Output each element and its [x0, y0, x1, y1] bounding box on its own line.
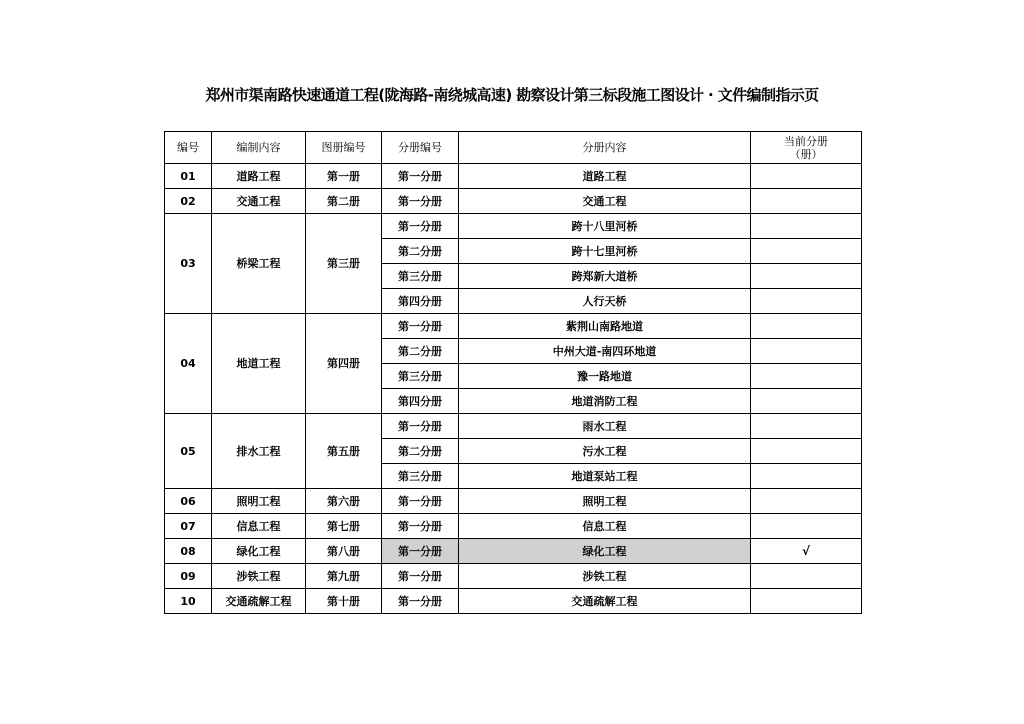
row-current-mark: √ — [751, 539, 862, 564]
page-title: 郑州市渠南路快速通道工程(陇海路-南绕城高速) 勘察设计第三标段施工图设计 · 文件编制指示页 — [205, 86, 819, 104]
row-subcontent: 绿化工程 — [459, 539, 751, 564]
table-row — [165, 514, 862, 539]
row-subvolume: 第二分册 — [382, 239, 459, 264]
row-subvolume: 第四分册 — [382, 289, 459, 314]
document-index-table — [164, 131, 862, 614]
header-volume-number: 图册编号 — [306, 132, 382, 164]
row-content: 排水工程 — [212, 414, 306, 489]
row-number: 10 — [165, 589, 212, 614]
row-content: 绿化工程 — [212, 539, 306, 564]
header-content: 编制内容 — [212, 132, 306, 164]
row-current-mark — [751, 364, 862, 389]
row-subvolume: 第一分册 — [382, 214, 459, 239]
table-body — [165, 164, 862, 614]
row-subcontent: 雨水工程 — [459, 414, 751, 439]
row-subvolume: 第一分册 — [382, 514, 459, 539]
row-content: 信息工程 — [212, 514, 306, 539]
header-subvolume-number: 分册编号 — [382, 132, 459, 164]
row-subvolume: 第一分册 — [382, 164, 459, 189]
header-current-subvolume — [751, 132, 862, 164]
row-content: 道路工程 — [212, 164, 306, 189]
row-subvolume: 第一分册 — [382, 314, 459, 339]
row-subcontent: 交通疏解工程 — [459, 589, 751, 614]
row-current-mark — [751, 564, 862, 589]
row-volume: 第四册 — [306, 314, 382, 414]
row-number: 02 — [165, 189, 212, 214]
header-subvolume-content: 分册内容 — [459, 132, 751, 164]
row-current-mark — [751, 239, 862, 264]
row-number: 03 — [165, 214, 212, 314]
table-row — [165, 414, 862, 439]
table-row — [165, 314, 862, 339]
header-current-label: 当前分册 — [784, 134, 828, 148]
row-volume: 第九册 — [306, 564, 382, 589]
row-current-mark — [751, 414, 862, 439]
row-current-mark — [751, 464, 862, 489]
header-current-sublabel: （册） — [789, 147, 823, 161]
row-subcontent: 豫一路地道 — [459, 364, 751, 389]
row-subvolume: 第一分册 — [382, 539, 459, 564]
row-content: 照明工程 — [212, 489, 306, 514]
table-row — [165, 189, 862, 214]
row-content: 桥梁工程 — [212, 214, 306, 314]
row-number: 05 — [165, 414, 212, 489]
row-volume: 第一册 — [306, 164, 382, 189]
row-subcontent: 道路工程 — [459, 164, 751, 189]
row-subcontent: 地道泵站工程 — [459, 464, 751, 489]
row-current-mark — [751, 189, 862, 214]
row-current-mark — [751, 439, 862, 464]
row-volume: 第六册 — [306, 489, 382, 514]
row-subcontent: 跨十八里河桥 — [459, 214, 751, 239]
row-number: 08 — [165, 539, 212, 564]
row-volume: 第五册 — [306, 414, 382, 489]
row-subcontent: 中州大道-南四环地道 — [459, 339, 751, 364]
row-content: 交通工程 — [212, 189, 306, 214]
row-current-mark — [751, 164, 862, 189]
row-number: 07 — [165, 514, 212, 539]
row-current-mark — [751, 389, 862, 414]
row-volume: 第八册 — [306, 539, 382, 564]
row-number: 01 — [165, 164, 212, 189]
row-current-mark — [751, 514, 862, 539]
row-current-mark — [751, 314, 862, 339]
table-row — [165, 489, 862, 514]
row-current-mark — [751, 289, 862, 314]
row-volume: 第三册 — [306, 214, 382, 314]
row-subcontent: 信息工程 — [459, 514, 751, 539]
table-row — [165, 539, 862, 564]
row-current-mark — [751, 264, 862, 289]
row-volume: 第十册 — [306, 589, 382, 614]
table-row — [165, 164, 862, 189]
row-subvolume: 第三分册 — [382, 464, 459, 489]
row-subvolume: 第二分册 — [382, 439, 459, 464]
row-subcontent: 跨十七里河桥 — [459, 239, 751, 264]
row-subcontent: 涉铁工程 — [459, 564, 751, 589]
row-subcontent: 跨郑新大道桥 — [459, 264, 751, 289]
row-subcontent: 污水工程 — [459, 439, 751, 464]
row-number: 04 — [165, 314, 212, 414]
table-row — [165, 589, 862, 614]
row-content: 交通疏解工程 — [212, 589, 306, 614]
row-subvolume: 第一分册 — [382, 189, 459, 214]
row-subcontent: 照明工程 — [459, 489, 751, 514]
row-current-mark — [751, 339, 862, 364]
row-subcontent: 人行天桥 — [459, 289, 751, 314]
row-subvolume: 第四分册 — [382, 389, 459, 414]
row-volume: 第七册 — [306, 514, 382, 539]
row-subvolume: 第一分册 — [382, 414, 459, 439]
row-subvolume: 第二分册 — [382, 339, 459, 364]
table-row — [165, 564, 862, 589]
row-current-mark — [751, 589, 862, 614]
row-subvolume: 第一分册 — [382, 589, 459, 614]
row-subcontent: 交通工程 — [459, 189, 751, 214]
row-subcontent: 紫荆山南路地道 — [459, 314, 751, 339]
row-content: 涉铁工程 — [212, 564, 306, 589]
row-volume: 第二册 — [306, 189, 382, 214]
row-number: 06 — [165, 489, 212, 514]
row-subvolume: 第三分册 — [382, 364, 459, 389]
table-header-row — [165, 132, 862, 164]
row-number: 09 — [165, 564, 212, 589]
row-subvolume: 第三分册 — [382, 264, 459, 289]
row-subcontent: 地道消防工程 — [459, 389, 751, 414]
table-row — [165, 214, 862, 239]
row-subvolume: 第一分册 — [382, 564, 459, 589]
row-current-mark — [751, 489, 862, 514]
row-current-mark — [751, 214, 862, 239]
row-content: 地道工程 — [212, 314, 306, 414]
header-number: 编号 — [165, 132, 212, 164]
row-subvolume: 第一分册 — [382, 489, 459, 514]
